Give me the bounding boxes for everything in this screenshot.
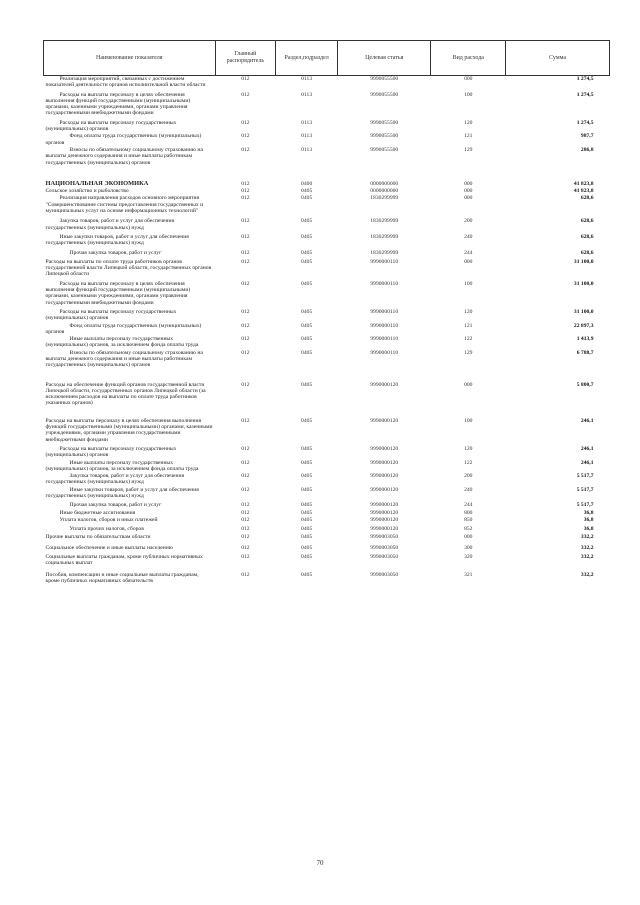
row-section: 0405 (301, 445, 313, 452)
row-label-cell (44, 487, 216, 501)
row-expense-type: 100 (464, 417, 473, 424)
row-section: 0405 (301, 218, 313, 225)
row-chief-manager: 012 (241, 76, 250, 82)
row-section: 0113 (301, 76, 313, 82)
row-chief-manager: 012 (241, 473, 250, 480)
row-label: Закупка товаров, работ и услуг для обеспечения государственных (муниципальных) нужд (45, 473, 185, 486)
header-indicator-name: Наименование показателя (44, 41, 216, 76)
row-expense-type: 129 (464, 146, 473, 153)
row-target-article: 9990000120 (370, 486, 399, 493)
row-label: Иные закупки товаров, работ и услуг для обеспечения государственных (муниципальных) нужд (45, 233, 189, 247)
row-chief-manager: 012 (241, 571, 250, 578)
table-row (44, 257, 610, 279)
row-section: 0405 (301, 233, 313, 240)
row-target-article: 0000000000 (370, 180, 399, 187)
row-target-article: 9990003050 (370, 533, 399, 540)
row-chief-manager: 012 (241, 188, 250, 195)
row-target-article: 9990000110 (370, 308, 399, 315)
row-target-article: 9990055500 (370, 133, 399, 140)
row-expense-type: 852 (464, 526, 473, 533)
row-target-article: 9990000120 (370, 459, 399, 466)
row-chief-manager: 012 (241, 91, 250, 98)
row-label-cell (44, 517, 216, 524)
row-sum: 1 413,9 (576, 336, 594, 343)
row-chief-manager: 012 (241, 233, 250, 240)
row-sum: 332,2 (580, 554, 594, 561)
row-chief-manager: 012 (241, 258, 250, 265)
row-target-article: 9990003050 (370, 554, 399, 561)
row-label-cell (44, 336, 216, 350)
row-sum: 286,8 (580, 146, 594, 153)
row-label-cell (44, 167, 216, 188)
row-label: Пособия, компенсации и иные социальные выплаты гражданам, кроме публичных нормативных обязательств (45, 571, 199, 584)
row-label: Сельское хозяйство и рыболовство (45, 188, 129, 195)
row-chief-manager: 012 (241, 322, 250, 329)
table-row (44, 473, 610, 487)
row-expense-type: 120 (464, 119, 473, 126)
row-section: 0405 (301, 249, 313, 256)
row-sum: 628,6 (580, 249, 594, 256)
row-label-cell (44, 500, 216, 509)
row-sum: 36,8 (583, 526, 594, 533)
row-chief-manager: 012 (241, 526, 250, 533)
table-row (44, 118, 610, 134)
row-label-cell (44, 534, 216, 541)
row-target-article: 9990000120 (370, 516, 399, 523)
budget-table (43, 40, 610, 585)
row-expense-type: 000 (464, 533, 473, 540)
row-expense-type: 129 (464, 349, 473, 356)
row-chief-manager: 012 (241, 336, 250, 343)
table-row (44, 500, 610, 509)
row-label: Социальное обеспечение и иные выплаты населению (45, 544, 173, 551)
row-chief-manager: 012 (241, 502, 250, 509)
row-section: 0405 (301, 280, 313, 287)
row-sum: 5 517,7 (576, 486, 594, 493)
table-row (44, 370, 610, 408)
row-expense-type: 200 (464, 473, 473, 480)
row-chief-manager: 012 (241, 133, 250, 140)
row-chief-manager: 012 (241, 119, 250, 126)
table-row (44, 307, 610, 323)
row-label: Фонд оплаты труда государственных (муниципальных) органов (45, 133, 202, 146)
row-sum: 628,6 (580, 233, 594, 240)
table-row (44, 487, 610, 501)
row-label: Расходы на выплаты персоналу государственных (муниципальных) органов (45, 445, 177, 459)
row-label: Прочая закупка товаров, работ и услуг (69, 502, 162, 509)
table-row (44, 534, 610, 541)
row-label-cell (44, 248, 216, 257)
row-sum: 31 100,0 (573, 280, 594, 287)
row-label-cell (44, 510, 216, 517)
row-sum: 5 800,7 (576, 381, 594, 388)
table-row (44, 541, 610, 552)
row-section: 0405 (301, 473, 313, 480)
row-label-cell (44, 370, 216, 408)
row-section: 0405 (301, 188, 313, 195)
header-section: Раздел,подраздел (276, 41, 338, 76)
row-expense-type: 321 (464, 571, 473, 578)
row-chief-manager: 012 (241, 146, 250, 153)
row-label: Социальные выплаты гражданам, кроме публичных нормативных социальных выплат (45, 554, 203, 567)
row-chief-manager: 012 (241, 308, 250, 315)
row-label: Иные бюджетные ассигнования (59, 509, 136, 516)
row-target-article: 9990055500 (370, 91, 399, 98)
row-label-cell (44, 307, 216, 323)
row-section: 0113 (301, 119, 313, 126)
table-row (44, 408, 610, 444)
row-chief-manager: 012 (241, 445, 250, 452)
row-label-cell (44, 118, 216, 134)
row-sum: 6 788,7 (576, 349, 594, 356)
row-label-cell (44, 323, 216, 337)
row-expense-type: 240 (464, 233, 473, 240)
page-number: 70 (316, 859, 324, 867)
row-target-article: 9990000110 (370, 322, 399, 329)
row-label: Расходы на выплаты по оплате труда работников органов государственной власти Липецкой области, государственных органов Липецкой области (45, 258, 212, 278)
row-target-article: 9990003050 (370, 544, 399, 551)
table-row (44, 147, 610, 167)
row-chief-manager: 012 (241, 180, 250, 187)
row-section: 0113 (301, 91, 313, 98)
row-sum: 628,6 (580, 195, 594, 202)
header-target-article: Целевая статья (338, 41, 431, 76)
row-chief-manager: 012 (241, 195, 250, 202)
row-target-article: 9990000120 (370, 509, 399, 516)
row-sum: 332,2 (580, 571, 594, 578)
row-sum: 246,1 (580, 417, 594, 424)
row-section: 0405 (301, 486, 313, 493)
row-expense-type: 100 (464, 280, 473, 287)
row-section: 0405 (301, 544, 313, 551)
row-target-article: 0000000000 (370, 188, 399, 195)
row-expense-type: 200 (464, 218, 473, 225)
row-target-article: 9990000120 (370, 502, 399, 509)
row-expense-type: 121 (464, 133, 473, 140)
table-row (44, 195, 610, 215)
table-row (44, 444, 610, 460)
row-label: Реализация мероприятий, связанных с достижением показателей деятельности органов исполнительной власти области (45, 76, 206, 89)
row-target-article: 1830299999 (370, 249, 399, 256)
row-label-cell (44, 552, 216, 568)
row-expense-type: 000 (464, 180, 473, 187)
row-label: Уплата прочих налогов, сборов (69, 526, 144, 533)
row-label-cell (44, 76, 216, 90)
row-target-article: 9990000110 (370, 336, 399, 343)
row-target-article: 9990055500 (370, 146, 399, 153)
row-section: 0405 (301, 336, 313, 343)
row-target-article: 1830299999 (370, 218, 399, 225)
row-target-article: 9990000120 (370, 445, 399, 452)
row-target-article: 1830299999 (370, 195, 399, 202)
row-expense-type: 000 (464, 381, 473, 388)
row-target-article: 9990000120 (370, 526, 399, 533)
row-label: Закупка товаров, работ и услуг для обеспечения государственных (муниципальных) нужд (45, 218, 175, 231)
row-section: 0405 (301, 322, 313, 329)
row-label: Расходы на обеспечение функций органов государственной власти Липецкой области, государственных органов Липецкой области (за исключением расходов на выплаты по оплате труда работников указанных органов) (45, 381, 206, 407)
header-expense-type: Вид расхода (431, 41, 506, 76)
row-sum: 1 274,5 (576, 119, 594, 126)
table-row (44, 336, 610, 350)
row-section: 0405 (301, 349, 313, 356)
table-row (44, 90, 610, 118)
row-label: Уплата налогов, сборов и иных платежей (59, 516, 158, 523)
row-target-article: 9990000120 (370, 473, 399, 480)
row-expense-type: 850 (464, 516, 473, 523)
row-label: Расходы на выплаты персоналу государственных (муниципальных) органов (45, 308, 177, 322)
row-target-article: 9990055500 (370, 76, 399, 82)
row-label-cell (44, 524, 216, 533)
row-label: НАЦИОНАЛЬНАЯ ЭКОНОМИКА (45, 179, 149, 187)
row-expense-type: 100 (464, 91, 473, 98)
row-sum: 987,7 (580, 133, 594, 140)
row-label: Расходы на выплаты персоналу в целях обеспечения выполнения функций государственными (муниципальными) органами, казенными учреждениями, органами управления государственными внебюджетными фондами (45, 417, 213, 443)
row-chief-manager: 012 (241, 554, 250, 561)
row-chief-manager: 012 (241, 218, 250, 225)
table-row (44, 323, 610, 337)
row-label: Фонд оплаты труда государственных (муниципальных) органов (45, 322, 202, 335)
row-section: 0405 (301, 308, 313, 315)
row-section: 0405 (301, 502, 313, 509)
row-target-article: 9990003050 (370, 571, 399, 578)
row-section: 0405 (301, 258, 313, 265)
row-chief-manager: 012 (241, 459, 250, 466)
row-label: Реализация направления расходов основного мероприятия "Совершенствование системы предоставления государственных и муниципальных услуг на основе информационных технологий" (45, 195, 204, 215)
row-section: 0405 (301, 533, 313, 540)
row-sum: 246,1 (580, 459, 594, 466)
table-row (44, 517, 610, 524)
row-expense-type: 000 (464, 195, 473, 202)
table-row (44, 460, 610, 474)
row-sum: 1 274,5 (576, 76, 594, 82)
row-target-article: 9990000110 (370, 258, 399, 265)
row-expense-type: 240 (464, 486, 473, 493)
table-row (44, 552, 610, 568)
table-row (44, 76, 610, 90)
row-chief-manager: 012 (241, 544, 250, 551)
row-section: 0405 (301, 526, 313, 533)
row-chief-manager: 012 (241, 509, 250, 516)
row-label-cell (44, 350, 216, 370)
row-label-cell (44, 90, 216, 118)
row-expense-type: 000 (464, 258, 473, 265)
row-label: Взносы по обязательному социальному страхованию на выплаты денежного содержания и иные выплаты работникам государственных (муниципальных) органов (45, 146, 203, 166)
row-chief-manager: 012 (241, 533, 250, 540)
row-label: Иные закупки товаров, работ и услуг для обеспечения государственных (муниципальных) нужд (45, 486, 199, 500)
row-sum: 41 823,8 (573, 188, 594, 195)
row-sum: 36,8 (583, 509, 594, 516)
row-target-article: 9990000120 (370, 417, 399, 424)
row-label-cell (44, 279, 216, 307)
table-row (44, 248, 610, 257)
row-label-cell (44, 473, 216, 487)
row-sum: 1 274,5 (576, 91, 594, 98)
row-label-cell (44, 460, 216, 474)
row-sum: 31 100,0 (573, 258, 594, 265)
row-expense-type: 800 (464, 509, 473, 516)
header-sum: Сумма (506, 41, 610, 76)
row-label: Взносы по обязательному социальному страхованию на выплаты денежного содержания и иные выплаты работникам государственных (муниципальных) органов (45, 349, 203, 369)
row-chief-manager: 012 (241, 249, 250, 256)
table-row (44, 232, 610, 248)
row-expense-type: 000 (464, 76, 473, 82)
row-label: Иные выплаты персоналу государственных (муниципальных) органов, за исключением фонда оплаты труда (45, 459, 199, 472)
header-chief-manager: Главный распорядитель (215, 41, 276, 76)
row-section: 0400 (301, 180, 313, 187)
row-target-article: 9990000110 (370, 280, 399, 287)
row-section: 0405 (301, 459, 313, 466)
row-label: Иные выплаты персоналу государственных (муниципальных) органов, за исключением фонда оплаты труда (45, 336, 199, 349)
row-label: Расходы на выплаты персоналу в целях обеспечения выполнения функций государственными (муниципальными) органами, казенными учреждениями, органами управления государственными внебюджетными фондами (45, 280, 191, 306)
row-section: 0405 (301, 516, 313, 523)
row-sum: 246,1 (580, 445, 594, 452)
row-section: 0405 (301, 417, 313, 424)
row-label: Прочая закупка товаров, работ и услуг (69, 249, 162, 256)
row-expense-type: 122 (464, 459, 473, 466)
row-sum: 332,2 (580, 533, 594, 540)
row-expense-type: 120 (464, 308, 473, 315)
row-target-article: 9990000120 (370, 381, 399, 388)
row-section: 0113 (301, 146, 313, 153)
row-expense-type: 300 (464, 544, 473, 551)
row-sum: 36,8 (583, 516, 594, 523)
row-sum: 5 517,7 (576, 502, 594, 509)
row-expense-type: 244 (464, 249, 473, 256)
row-chief-manager: 012 (241, 349, 250, 356)
row-section: 0405 (301, 509, 313, 516)
row-label-cell (44, 568, 216, 586)
row-section: 0405 (301, 571, 313, 578)
row-section: 0405 (301, 195, 313, 202)
row-label-cell (44, 133, 216, 147)
row-target-article: 9990055500 (370, 119, 399, 126)
row-sum: 628,6 (580, 218, 594, 225)
budget-table-sheet (43, 40, 610, 585)
table-row (44, 524, 610, 533)
row-label-cell (44, 195, 216, 215)
row-expense-type: 320 (464, 554, 473, 561)
row-expense-type: 121 (464, 322, 473, 329)
row-label-cell (44, 232, 216, 248)
row-expense-type: 244 (464, 502, 473, 509)
row-section: 0113 (301, 133, 313, 140)
row-sum: 332,2 (580, 544, 594, 551)
table-row (44, 167, 610, 188)
table-header-row (44, 41, 610, 76)
row-label-cell (44, 541, 216, 552)
table-row (44, 133, 610, 147)
row-sum: 5 517,7 (576, 473, 594, 480)
row-label-cell (44, 215, 216, 232)
row-label-cell (44, 444, 216, 460)
row-label-cell (44, 257, 216, 279)
row-target-article: 1830299999 (370, 233, 399, 240)
row-label-cell (44, 408, 216, 444)
row-label-cell (44, 188, 216, 195)
row-chief-manager: 012 (241, 516, 250, 523)
row-label: Прочие выплаты по обязательствам области (45, 533, 151, 540)
row-chief-manager: 012 (241, 381, 250, 388)
row-expense-type: 120 (464, 445, 473, 452)
row-label: Расходы на выплаты персоналу в целях обеспечения выполнения функций государственными (муниципальными) органами, казенными учреждениями, органами управления государственными внебюджетными фондами (45, 91, 191, 117)
row-sum: 22 897,3 (573, 322, 594, 329)
table-row (44, 350, 610, 370)
table-row (44, 568, 610, 586)
row-section: 0405 (301, 381, 313, 388)
table-row (44, 188, 610, 195)
row-section: 0405 (301, 554, 313, 561)
row-chief-manager: 012 (241, 417, 250, 424)
row-sum: 31 100,0 (573, 308, 594, 315)
row-chief-manager: 012 (241, 280, 250, 287)
table-row (44, 510, 610, 517)
table-row (44, 215, 610, 232)
row-chief-manager: 012 (241, 486, 250, 493)
row-expense-type: 122 (464, 336, 473, 343)
row-target-article: 9990000110 (370, 349, 399, 356)
row-label-cell (44, 147, 216, 167)
row-expense-type: 000 (464, 188, 473, 195)
table-row (44, 279, 610, 307)
row-label: Расходы на выплаты персоналу государственных (муниципальных) органов (45, 119, 177, 133)
row-sum: 41 823,8 (573, 180, 594, 187)
